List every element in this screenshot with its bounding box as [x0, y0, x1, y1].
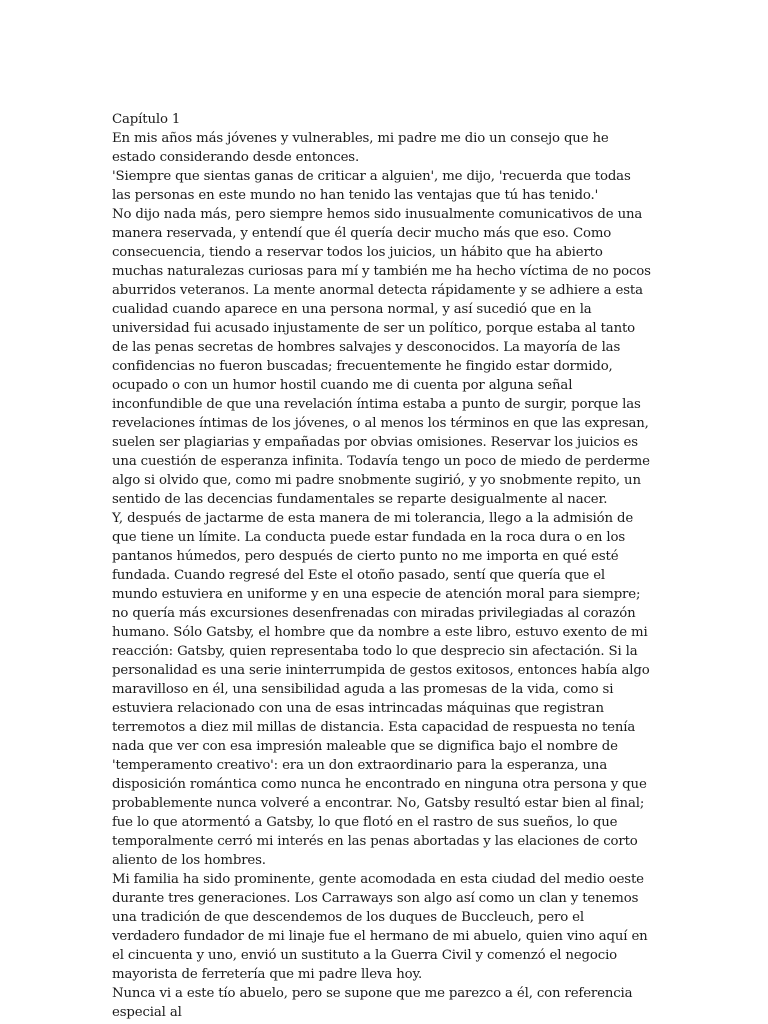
- paragraph: 'Siempre que sientas ganas de criticar a alguien', me dijo, 'recuerda que todas las personas en este mundo no han tenido las ventajas que tú has tenido.': [112, 169, 631, 203]
- document-body: [112, 110, 652, 1022]
- paragraph: En mis años más jóvenes y vulnerables, mi padre me dio un consejo que he estado considerando desde entonces.: [112, 131, 609, 165]
- paragraph: No dijo nada más, pero siempre hemos sido inusualmente comunicativos de una manera reservada, y entendí que él quería decir mucho más que eso. Como consecuencia, tiendo a reservar todos los juicios, un hábito que ha abierto muchas naturalezas curiosas para mí y también me ha hecho víctima de no pocos aburridos veteranos. La mente anormal detecta rápidamente y se adhiere a esta cualidad cuando aparece en una persona normal, y así sucedió que en la universidad fui acusado injustamente de ser un político, porque estaba al tanto de las penas secretas de hombres salvajes y desconocidos. La mayoría de las confidencias no fueron buscadas; frecuentemente he fingido estar dormido, ocupado o con un humor hostil cuando me di cuenta por alguna señal inconfundible de que una revelación íntima estaba a punto de surgir, porque las revelaciones íntimas de los jóvenes, o al menos los términos en que las expresan, suelen ser plagiarias y empañadas por obvias omisiones. Reservar los juicios es una cuestión de esperanza infinita. Todavía tengo un poco de miedo de perderme algo si olvido que, como mi padre snobmente sugirió, y yo snobmente repito, un sentido de las decencias fundamentales se reparte desigualmente al nacer.: [112, 207, 651, 507]
- paragraph: Y, después de jactarme de esta manera de mi tolerancia, llego a la admisión de que tiene un límite. La conducta puede estar fundada en la roca dura o en los pantanos húmedos, pero después de cierto punto no me importa en qué esté fundada. Cuando regresé del Este el otoño pasado, sentí que quería que el mundo estuviera en uniforme y en una especie de atención moral para siempre; no quería más excursiones desenfrenadas con miradas privilegiadas al corazón humano. Sólo Gatsby, el hombre que da nombre a este libro, estuvo exento de mi reacción: Gatsby, quien representaba todo lo que desprecio sin afectación. Si la personalidad es una serie ininterrumpida de gestos exitosos, entonces había algo maravilloso en él, una sensibilidad aguda a las promesas de la vida, como si estuviera relacionado con una de esas intrincadas máquinas que registran terremotos a diez mil millas de distancia. Esta capacidad de respuesta no tenía nada que ver con esa impresión maleable que se dignifica bajo el nombre de 'temperamento creativo': era un don extraordinario para la esperanza, una disposición romántica como nunca he encontrado en ninguna otra persona y que probablemente nunca volveré a encontrar. No, Gatsby resultó estar bien al final; fue lo que atormentó a Gatsby, lo que flotó en el rastro de sus sueños, lo que temporalmente cerró mi interés en las penas abortadas y las elaciones de corto aliento de los hombres.: [112, 511, 650, 868]
- chapter-title: Capítulo 1: [112, 112, 181, 127]
- paragraph: Mi familia ha sido prominente, gente acomodada en esta ciudad del medio oeste durante tres generaciones. Los Carraways son algo así como un clan y tenemos una tradición de que descendemos de los duques de Buccleuch, pero el verdadero fundador de mi linaje fue el hermano de mi abuelo, quien vino aquí en el cincuenta y uno, envió un sustituto a la Guerra Civil y comenzó el negocio mayorista de ferretería que mi padre lleva hoy.: [112, 872, 648, 982]
- paragraph: Nunca vi a este tío abuelo, pero se supone que me parezco a él, con referencia especial al: [112, 986, 633, 1020]
